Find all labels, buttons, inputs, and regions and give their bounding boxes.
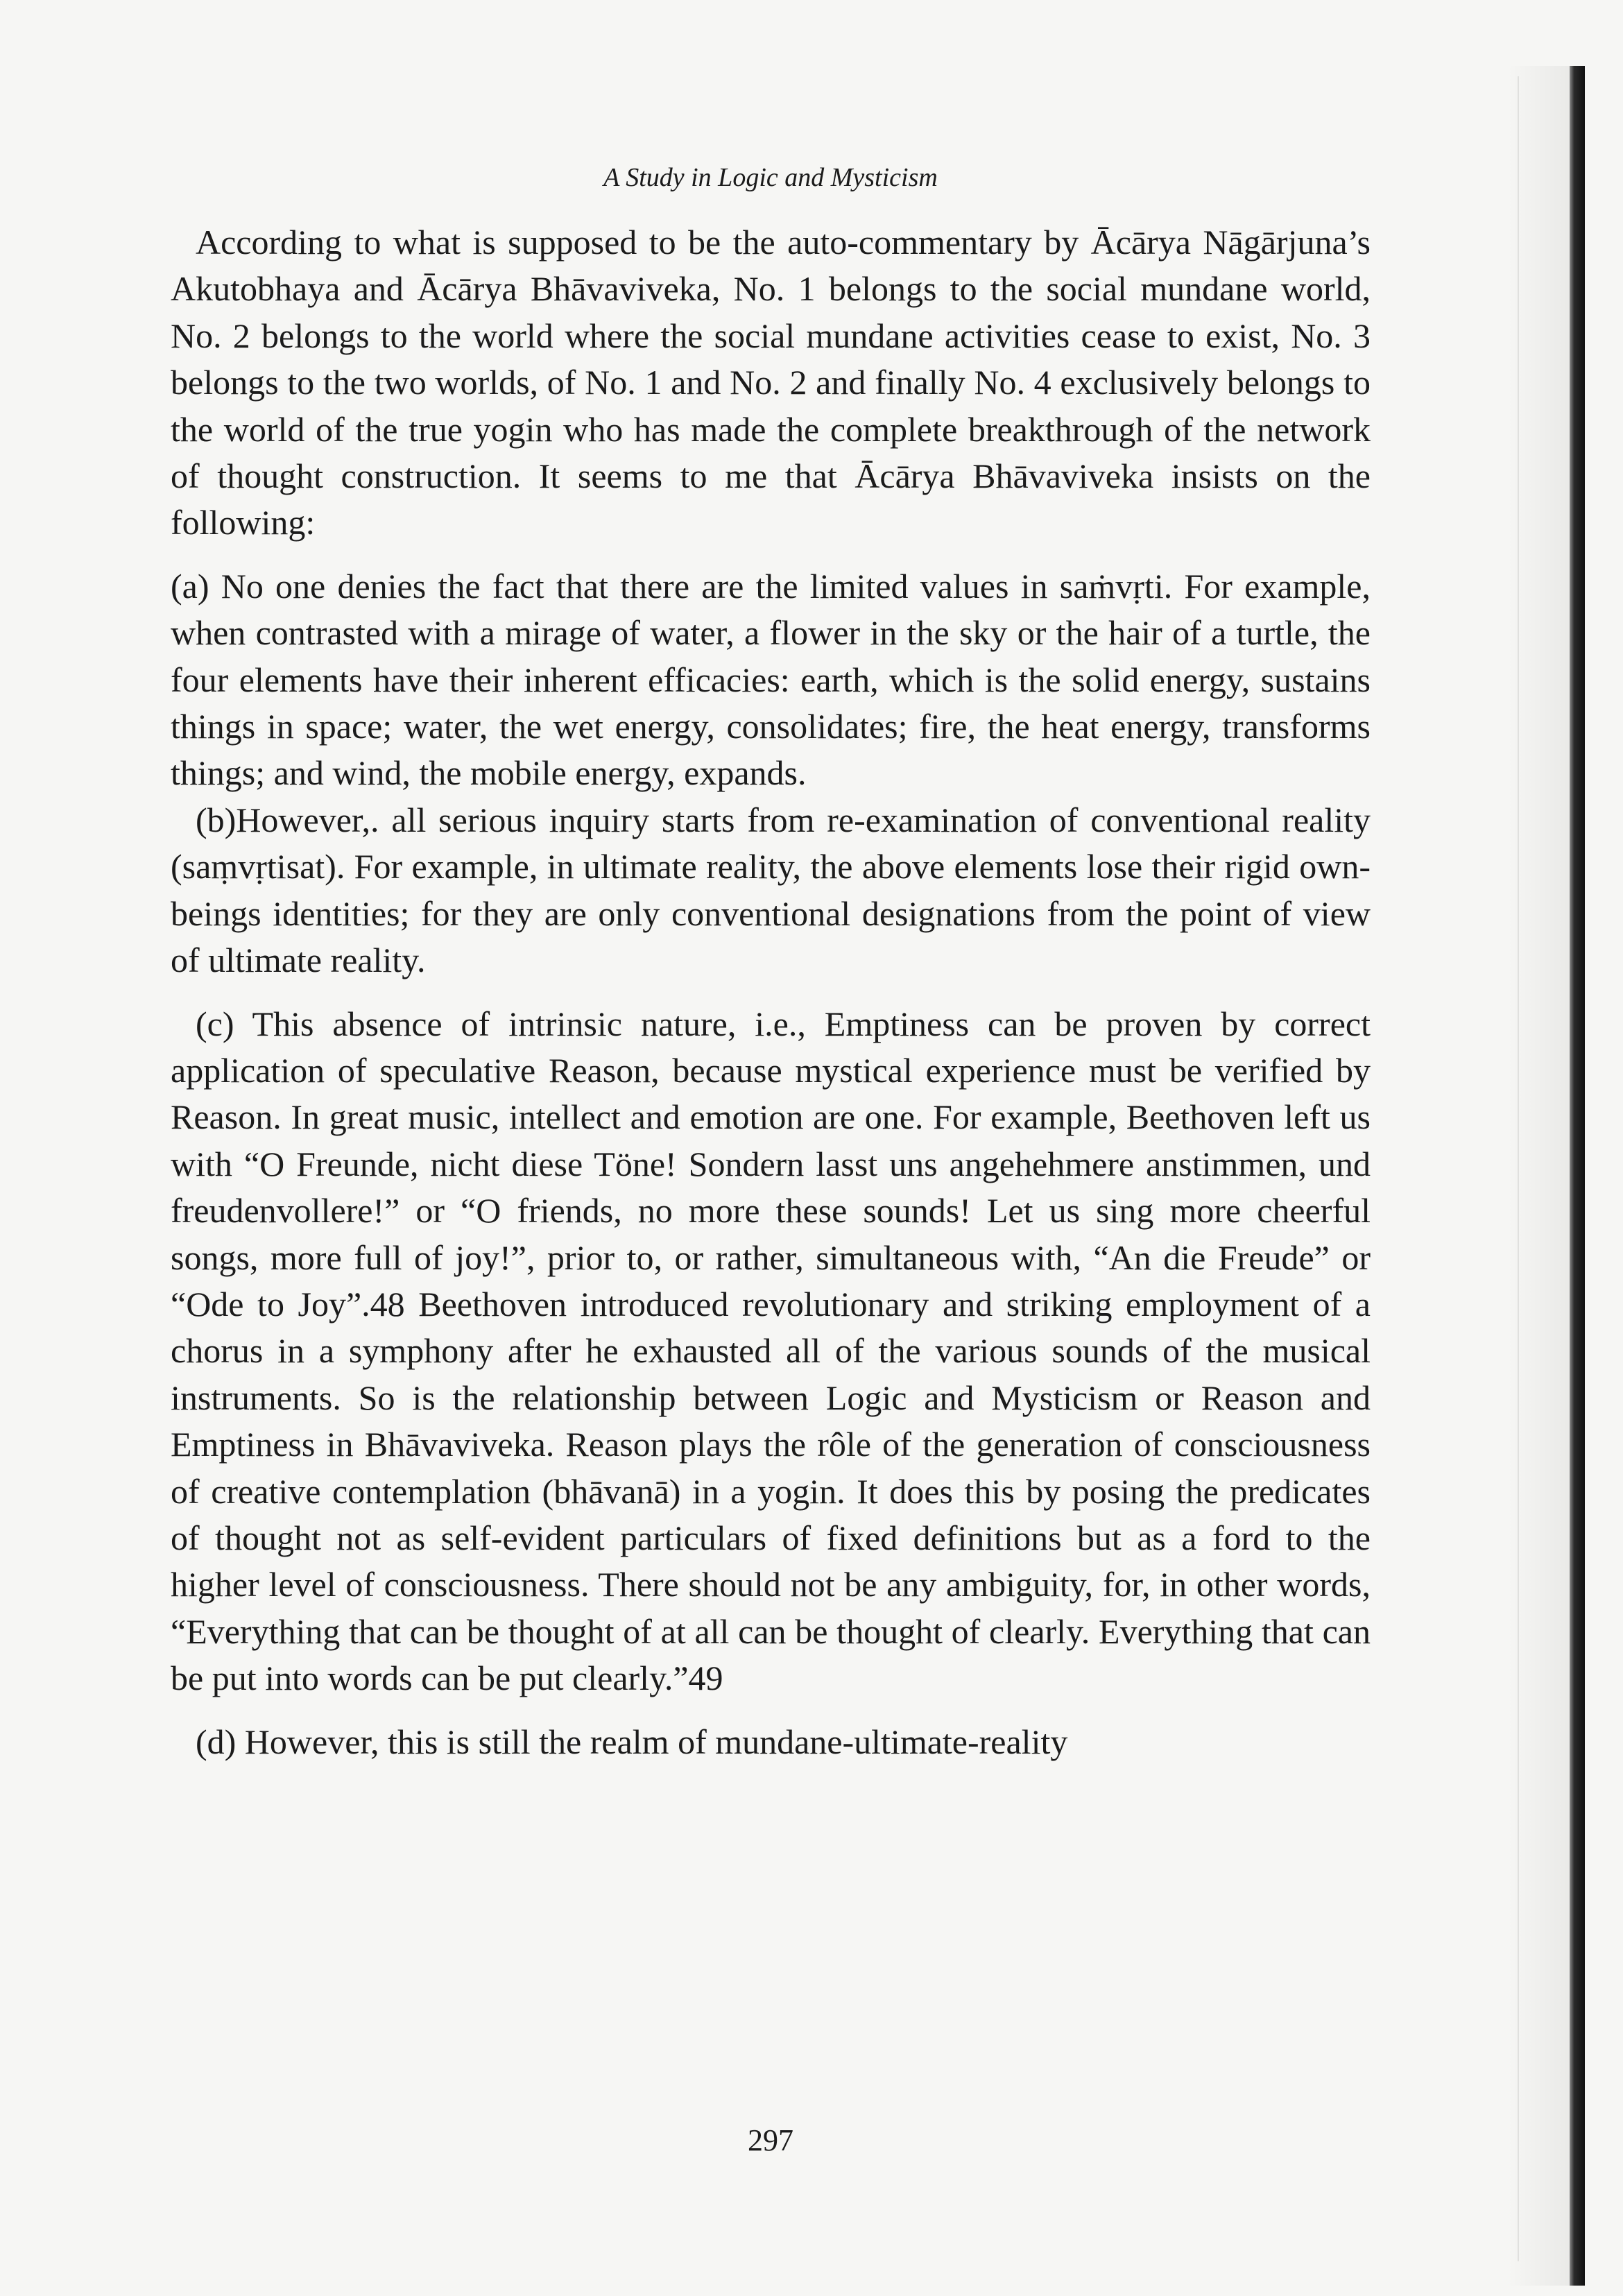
paragraph-intro: According to what is supposed to be the auto-commentary by Ācārya Nāgārjuna’s Akutobhaya and Ācārya Bhāvaviveka, No. 1 belongs to the social mundane world, No. 2 belongs to the world where the social mundane activities cease to exist, No. 3 belongs to the two worlds, of No. 1 and No. 2 and finally No. 4 exclusively belongs to the world of the true yogin who has made the complete breakthrough of the network of thought construction. It seems to me that Ācārya Bhāvaviveka insists on the following: [171, 223, 1371, 542]
book-page [171, 0, 1371, 2296]
paragraph-a: (a) No one denies the fact that there are the limited values in saṁvṛti. For example, when contrasted with a mirage of water, a flower in the sky or the hair of a turtle, the four elements have their inherent efficacies: earth, which is the solid energy, sustains things in space; water, the wet energy, consolidates; fire, the heat energy, transforms things; and wind, the mobile energy, expands. [171, 566, 1371, 793]
scan-edge-shadow [1507, 66, 1570, 2286]
paragraph-c: (c) This absence of intrinsic nature, i.e., Emptiness can be proven by correct application of speculative Reason, because mystical experience must be verified by Reason. In great music, intellect and emotion are one. For example, Beethoven left us with “O Freunde, nicht diese Töne! Sondern lasst uns angehehmere anstimmen, und freudenvollere!” or “O friends, no more these sounds! Let us sing more cheerful songs, more full of joy!”, prior to, or rather, simultaneous with, “An die Freude” or “Ode to Joy”.48 Beethoven introduced revolutionary and striking employment of a chorus in a symphony after he exhausted all of the various sounds of the musical instruments. So is the relationship between Logic and Mysticism or Reason and Emptiness in Bhāvaviveka. Reason plays the rôle of the generation of consciousness of creative contemplation (bhāvanā) in a yogin. It does this by posing the predicates of thought not as self-evident particulars of fixed definitions but as a ford to the higher level of consciousness. There should not be any ambiguity, for, in other words, “Everything that can be thought of at all can be thought of clearly. Everything that can be put into words can be put clearly.”49 [171, 1004, 1371, 1698]
running-head: A Study in Logic and Mysticism [603, 163, 938, 192]
paragraph-b: (b)However,. all serious inquiry starts from re-examination of conventional reality (saṃvṛtisat). For example, in ultimate reality, the above elements lose their rigid own-beings identities; for they are only conventional designations from the point of view of ultimate reality. [171, 800, 1371, 980]
scan-binding-edge [1570, 66, 1585, 2286]
body-text [171, 219, 1371, 1765]
page-number: 297 [748, 2123, 793, 2157]
paragraph-d: (d) However, this is still the realm of mundane-ultimate-reality [196, 1722, 1068, 1761]
